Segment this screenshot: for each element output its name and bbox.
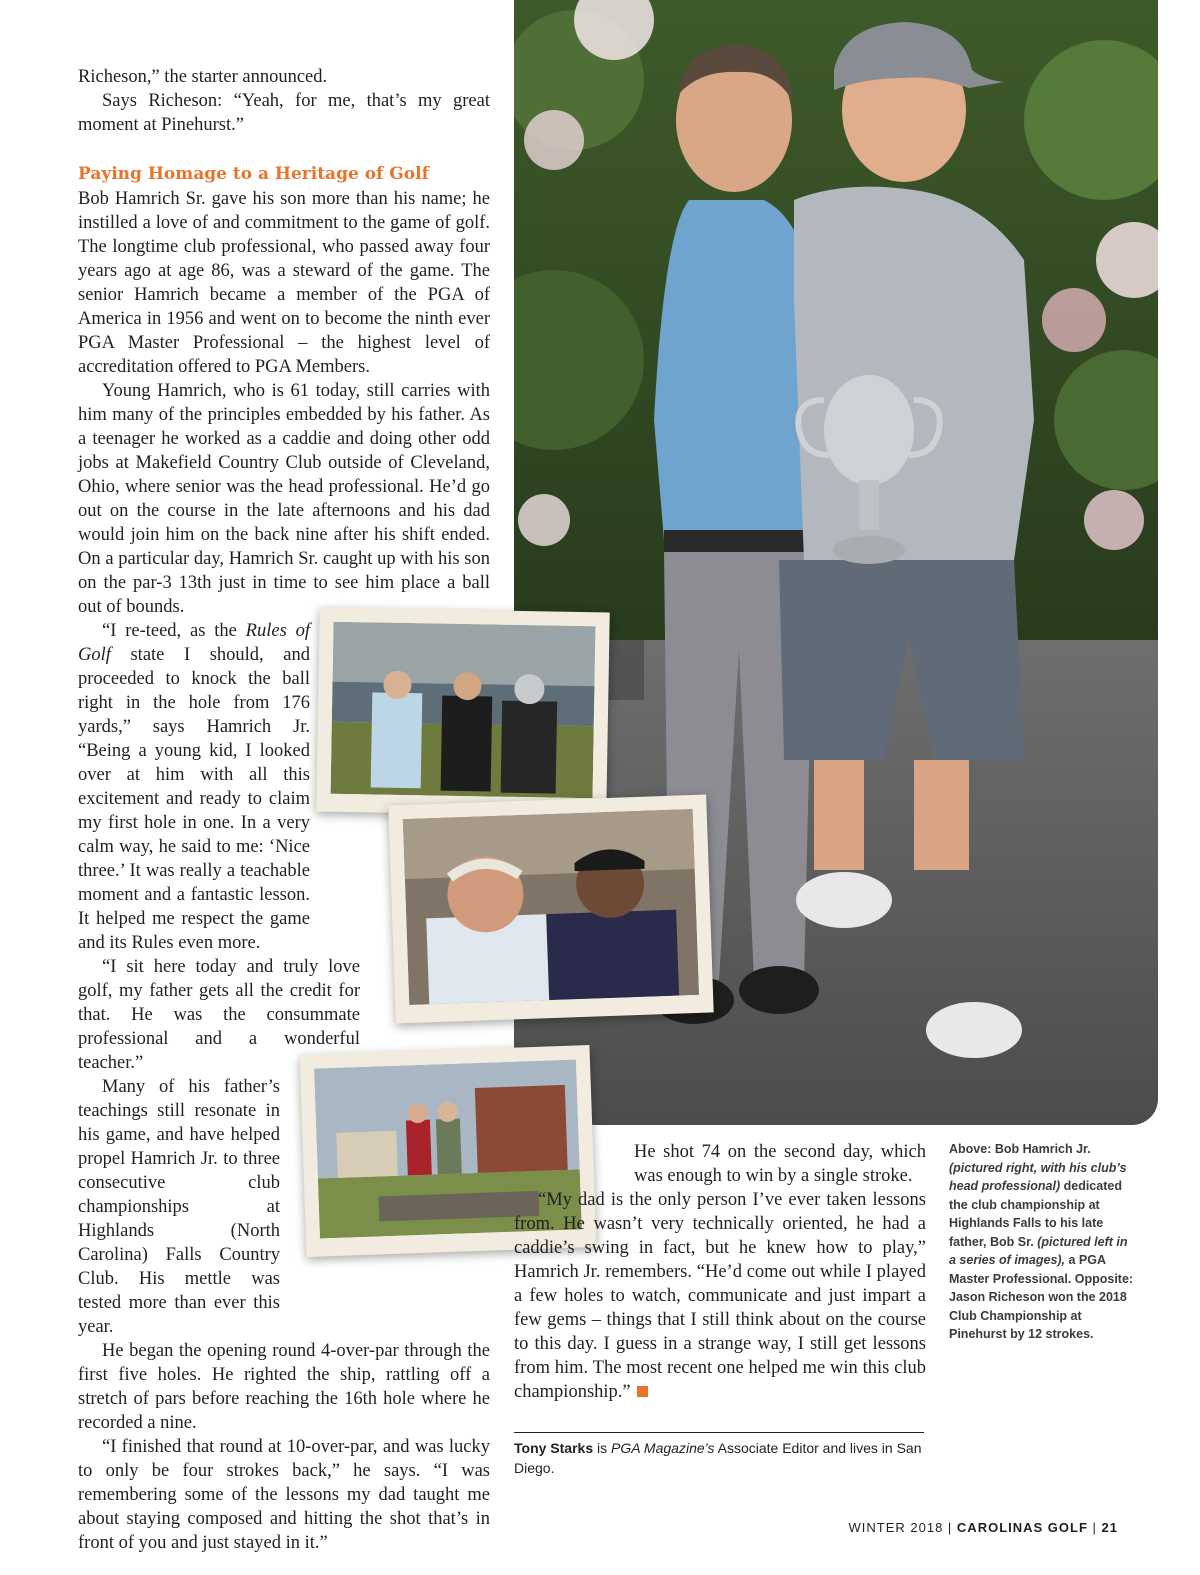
page-number: 21	[1101, 1520, 1118, 1535]
body-paragraph: Many of his father’s teachings still resonate in his game, and have helped propel Hamrich Jr. to three consecutive club championships at Highlands (North Carolina) Falls Country Club. His mettle was tested more than ever this year.	[78, 1077, 280, 1337]
intro-quote: Says Richeson: “Yeah, for me, that’s my great moment at Pinehurst.”	[78, 91, 490, 135]
article-column-right	[514, 1140, 926, 1404]
quote-paragraph: “I finished that round at 10-over-par, and was lucky to only be four strokes back,” he says. “I was remembering some of the lessons my dad taught me about staying composed and hitting the shot that’s in front of you and just stayed in it.”	[78, 1437, 490, 1553]
bio-divider	[514, 1432, 924, 1433]
quote-paragraph: “I sit here today and truly love golf, my father gets all the credit for that. He was the consummate professional and a wonderful teacher.”	[78, 957, 360, 1073]
author-bio: Tony Starks is PGA Magazine’s Associate Editor and lives in San Diego.	[514, 1440, 922, 1476]
section-subhead: Paying Homage to a Heritage of Golf	[78, 164, 429, 184]
body-paragraph: Bob Hamrich Sr. gave his son more than his name; he instilled a love of and commitment to the game of golf. The longtime club professional, who passed away four years ago at age 86, was a steward of the game. The senior Hamrich became a member of the PGA of America in 1956 and went on to become the ninth ever PGA Master Professional – the highest level of accreditation offered to PGA Members.	[78, 189, 490, 377]
end-mark-icon	[637, 1386, 648, 1397]
quote-paragraph: “My dad is the only person I’ve ever taken lessons from. He wasn’t very technically oriented, he had a caddie’s swing in fact, but he knew how to play,” Hamrich Jr. remembers. “He’d come out while I played a few holes to watch, communicate and just impart a few gems – things that I still think about on the course to this day. I guess in a strange way, I still get lessons from him. The most recent one helped me win this club championship.”	[514, 1190, 926, 1402]
snapshot-photo-1	[316, 607, 610, 816]
photo-caption: Above: Bob Hamrich Jr. (pictured right, with his club’s head professional) dedicated the club championship at Highlands Falls to his late father, Bob Sr. (pictured left in a series of images), a PGA Master Professional. Opposite: Jason Richeson won the 2018 Club Championship at Pinehurst by 12 strokes.	[949, 1142, 1134, 1341]
snapshot-illustration-2	[403, 809, 699, 1005]
issue-season: WINTER 2018	[848, 1520, 944, 1535]
magazine-name: CAROLINAS GOLF	[956, 1520, 1088, 1535]
snapshot-illustration-1	[331, 622, 596, 799]
quote-paragraph: “I re-teed, as the Rules of Golf state I should, and proceeded to knock the ball right in the hole from 176 yards,” says Hamrich Jr. “Being a young kid, I looked over at him with all this excitement and ready to claim my first hole in one. In a very calm way, he said to me: ‘Nice three.’ It was really a teachable moment and a fantastic lesson. It helped me respect the game and its Rules even more.	[78, 621, 310, 953]
snapshot-photo-2	[388, 795, 713, 1024]
page-footer: WINTER 2018 | CAROLINAS GOLF | 21	[848, 1520, 1118, 1535]
body-paragraph: He shot 74 on the second day, which was enough to win by a single stroke.	[634, 1142, 926, 1186]
body-paragraph: Young Hamrich, who is 61 today, still carries with him many of the principles embedded by his father. As a teenager he worked as a caddie and doing other odd jobs at Makefield Country Club outside of Cleveland, Ohio, where senior was the head professional. He’d go out on the course in the late afternoons and his dad would join him on the back nine after his shift ended. On a particular day, Hamrich Sr. caught up with his son on the par-3 13th just in time to see him place a ball out of bounds.	[78, 381, 490, 617]
body-paragraph: He began the opening round 4-over-par through the first five holes. He righted the ship, rattling off a stretch of pars before reaching the 16th hole where he recorded a nine.	[78, 1341, 490, 1433]
intro-text: Richeson,” the starter announced.	[78, 67, 328, 87]
